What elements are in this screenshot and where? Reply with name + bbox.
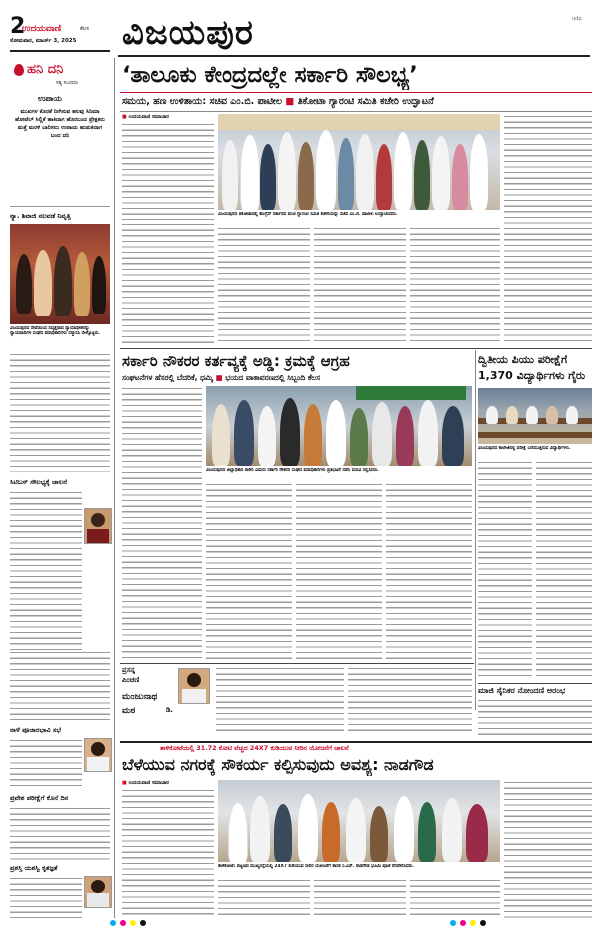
jobs-col1 (122, 386, 202, 660)
honey-dani-box (10, 58, 110, 207)
lead-rule (120, 92, 592, 93)
masthead (0, 0, 600, 56)
exam-divider (475, 350, 476, 710)
section-title: ವಿಜಯಪುರ (122, 14, 254, 52)
small-box-rule (120, 663, 474, 664)
exam-col2 (536, 460, 592, 680)
lead-body-b (314, 226, 406, 344)
bottom-caption: ತಾಳಿಕೋಟೆ: ಪಟ್ಟಣದ ಮುಖ್ಯರಸ್ತೆಯಲ್ಲಿ 24X7 ಕುಡಿಯುವ ನೀರಿನ ಯೋಜನೆಗೆ ಶಾಸಕ ಸಿ.ಎಸ್. ನಾಡಗೌಡ ಭೂಮಿ ಪೂಜೆ ನೆರವೇರಿಸಿದರು. (218, 864, 414, 869)
lead-headline: ‘ತಾಲೂಕು ಕೇಂದ್ರದಲ್ಲೇ ಸರ್ಕಾರಿ ಸೌಲಭ್ಯ’ (122, 62, 418, 88)
pension-label-5: ಡಿ. (166, 706, 174, 714)
story1-caption: ವಿಜಯಪುರದ ಸೇವೆಯಿಂದ ನಿವೃತ್ತರಾದ ನ್ಯಾಯಾಧೀಶರನ್ನು ನ್ಯಾಯವಾದಿಗಳ ಸಂಘದ ಪದಾಧಿಕಾರಿಗಳು ಸನ್ಮಾನಿಸಿ ಬೀಳ್ಕೊಟ್ಟರು. (10, 326, 101, 337)
bottom-headline: ಬೆಳೆಯುವ ನಗರಕ್ಕೆ ಸೌಕರ್ಯ ಕಲ್ಪಿಸುವುದು ಅವಶ್ಯ: ನಾಡಗೌಡ (122, 755, 434, 774)
lead-subhead-left-text: ಸಮಯ, ಹಣ ಉಳಿತಾಯ: ಸಚಿವ ಎಂ.ಬಿ. ಪಾಟೀಲ (122, 96, 283, 107)
upaya-title: ಉಪಾಯ (38, 94, 62, 103)
registration-marks (110, 920, 490, 926)
pension-label-1: ಪ್ರಸನ್ನ (122, 666, 136, 674)
paper-name: ಉದಯವಾಣಿ (22, 24, 62, 34)
story1-body (10, 352, 110, 472)
voters-rule (478, 683, 592, 684)
pension-portrait (178, 668, 210, 704)
bullet-square-icon: ■ (215, 373, 223, 382)
bottom-col5 (504, 780, 592, 918)
corner-label: udp (572, 16, 582, 22)
story2-body-b (10, 650, 110, 720)
bottom-dateline: ■ ಉದಯವಾಣಿ ಸಮಾಚಾರ (122, 780, 169, 786)
lead-body-c (410, 226, 500, 344)
pension-box (122, 666, 212, 734)
bottom-col1 (122, 788, 214, 918)
left-sidebar (10, 58, 110, 918)
exam-headline-1: ದ್ವಿತೀಯ ಪಿಯು ಪರೀಕ್ಷೆಗೆ (478, 353, 568, 366)
jobs-subheads (122, 373, 472, 383)
honey-dani-title: ಹನಿ ದನಿ (27, 62, 64, 77)
voters-body (478, 698, 592, 738)
pension-label-4: ಮಠ (122, 706, 136, 716)
story3-portrait (84, 738, 112, 772)
bullet-square-icon: ■ (285, 96, 295, 107)
lead-subhead-left (122, 95, 434, 109)
lead-body-a (218, 226, 310, 344)
bottom-rule (120, 741, 592, 743)
issue-date: ಸೋಮವಾರ, ಮಾರ್ಚ್ 3, 2025 (10, 38, 77, 44)
lead-photo (218, 114, 500, 210)
story1-headline: ನ್ಯಾ. ಶಿವಾಜಿ ನಲವಡೆ ನಿವೃತ್ತಿ (10, 212, 71, 220)
exam-headline-2: 1,370 ವಿದ್ಯಾರ್ಥಿಗಳು ಗೈರು (478, 369, 586, 382)
pension-label-2: ಪಿಂಚಣಿ (122, 676, 140, 684)
story5-body (10, 876, 82, 918)
masthead-rule (118, 55, 590, 57)
pension-body-a (216, 666, 344, 734)
exam-col1 (478, 460, 532, 680)
exam-caption: ವಿಜಯಪುರದ ಕಾಲೇಜಿನಲ್ಲಿ ಪರೀಕ್ಷೆ ಬರೆಯುತ್ತಿರುವ ವಿದ್ಯಾರ್ಥಿಗಳು. (478, 446, 571, 451)
jobs-caption: ವಿಜಯಪುರದ ಜಿಲ್ಲಾಧಿಕಾರಿ ಕಚೇರಿ ಎದುರು ಸರ್ಕಾರಿ ನೌಕರರ ಸಂಘದ ಪದಾಧಿಕಾರಿಗಳು ಪ್ರತಿಭಟನೆ ನಡೆಸಿ ಮನವಿ ಸಲ್ಲಿಸಿದರು. (206, 468, 379, 473)
masthead-rule-left (10, 50, 110, 52)
lead-dateline: ■ ಉದಯವಾಣಿ ಸಮಾಚಾರ (122, 114, 169, 120)
honey-dani-author: ಸತ್ಯ ಸುಂದರಂ (56, 80, 79, 86)
jobs-subhead-right: ಭಯದ ವಾತಾವರಣದಲ್ಲಿ ಸಿಬ್ಬಂದಿ ಕೆಲಸ (225, 373, 321, 382)
story2-headline: ಸಿಟಿಬಸ್ ಸೌಲಭ್ಯಕ್ಕೆ ಚಾಲನೆ (10, 478, 68, 486)
lead-caption: ವಿಜಯಪುರದ ತಿಕೋಟಾದಲ್ಲಿ ಕಾಂಗ್ರೆಸ್ ಸರ್ಕಾರದ ಪಂಚ ಗ್ಯಾರಂಟಿ ಸಮಿತಿ ಕಚೇರಿಯನ್ನು ಸಚಿವ ಎಂ.ಬಿ. ಪಾಟೀಲ ಉದ್ಘಾಟಿಸಿದರು. (218, 212, 398, 217)
honey-drop-icon (14, 64, 24, 76)
story2-body (10, 490, 82, 650)
upaya-text: ಮುಖಗಳ ಕೊರತೆ ನೀಗಿಸುವ ಹಲವು ಸಿನಿಮಾ ಹೋಟೆಲ್ ಸಿಲ್ಲಿಕೆ ಹಾಕಿದಾಗ ಹೊರಬಂದ ಪ್ರೇಕ್ಷಕರು ಮತ್ತೆ ಮರಳಿ ಬಾರಿಸಲು ಉಪಾಯ ಹುಡುಕಿದಾಗ ಬಂದ ದನಿ (15, 109, 105, 139)
jobs-col2 (206, 482, 292, 660)
story5-portrait (84, 876, 112, 908)
lead-col4 (504, 114, 592, 344)
voters-headline: ಮಾಜಿ ಸೈನಿಕರ ನೋಂದಣಿ ಆರಂಭ (478, 686, 566, 695)
bottom-kicker: ತಾಳಿಕೋಟೆಯಲ್ಲಿ 31.72 ಕೋಟಿ ವೆಚ್ಚದ 24X7 ಕುಡಿಯುವ ನೀರಿನ ಯೋಜನೆಗೆ ಚಾಲನೆ (160, 744, 349, 752)
bottom-photo (218, 780, 500, 862)
jobs-col4 (386, 482, 472, 660)
lead-col1-b (122, 222, 214, 344)
jobs-subhead-left: ಸಂಘಟನೆಗಳ ಹೆಸರಲ್ಲಿ ಬೆದರಿಕೆ, ಧಮ್ಕಿ (122, 373, 213, 382)
lead-bottom-rule (120, 348, 592, 349)
sidebar-divider (114, 58, 115, 918)
story4-headline: ಪ್ರವೇಶ ಪರೀಕ್ಷೆಗೆ ಕೊನೆ ದಿನ (10, 794, 69, 802)
story3-headline: ನಾಳೆ ಪೂಜಾರಭಾವಿ ಸಭೆ (10, 726, 62, 734)
jobs-photo (206, 386, 472, 466)
story1-photo (10, 224, 110, 324)
pension-label-3: ಮಂಜುನಾಥ (122, 692, 158, 702)
lead-col1 (122, 122, 214, 220)
story5-headline: ಪ್ರಶಸ್ತಿ ಯಶಸ್ವಿ ಕೃತಜ್ಞತೆ (10, 864, 58, 872)
edition-label: ಕೆಲಸ (80, 26, 90, 32)
pension-body-b (348, 666, 472, 734)
exam-photo (478, 388, 592, 444)
bottom-col4 (410, 878, 500, 918)
story3-body (10, 738, 82, 788)
bottom-col2 (218, 878, 310, 918)
lead-subhead-rule (120, 111, 592, 112)
jobs-col3 (296, 482, 382, 660)
bottom-col3 (314, 878, 406, 918)
lead-subhead-right-text: ತಿಕೋಟಾ ಗ್ಯಾರಂಟಿ ಸಮಿತಿ ಕಚೇರಿ ಉದ್ಘಾಟನೆ (297, 96, 434, 107)
story4-body (10, 806, 110, 860)
story2-portrait (84, 508, 112, 544)
page-number: 2 (10, 16, 26, 38)
jobs-headline: ಸರ್ಕಾರಿ ನೌಕರರ ಕರ್ತವ್ಯಕ್ಕೆ ಅಡ್ಡಿ: ಕ್ರಮಕ್ಕೆ ಆಗ್ರಹ (122, 352, 350, 370)
